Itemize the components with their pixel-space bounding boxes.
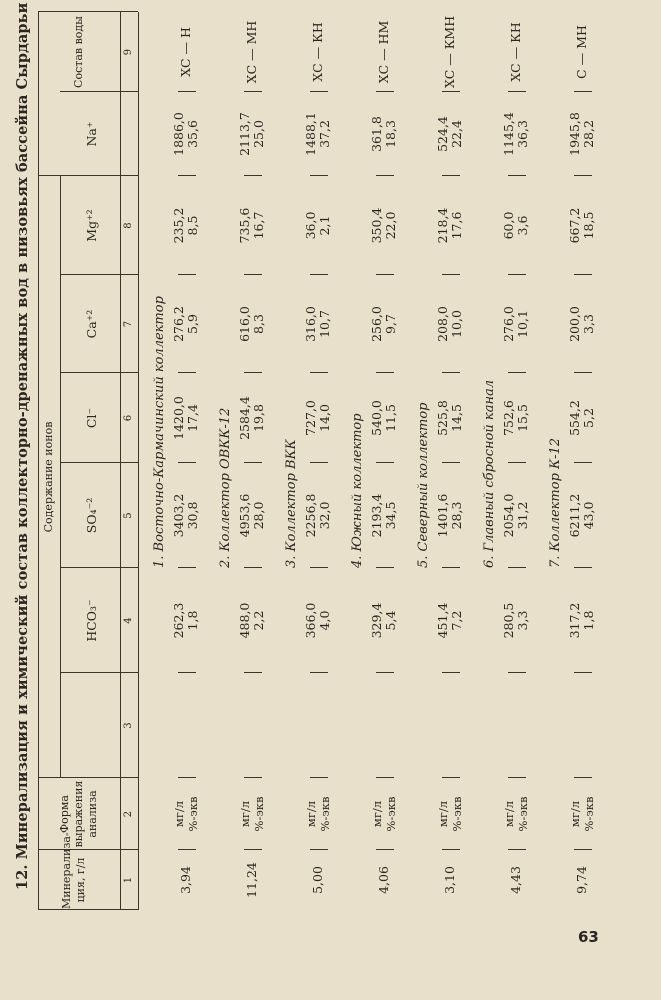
cell-separator: [574, 175, 592, 176]
composition-value: ХС — МН: [244, 20, 259, 84]
value-line: 10,7: [317, 310, 332, 338]
cell-separator: [244, 777, 262, 778]
header-form: Форма выражения анализа: [58, 780, 99, 848]
value-line: 200,0: [567, 306, 582, 342]
units-cell: [304, 778, 332, 850]
value-line: 667,2: [567, 207, 582, 244]
value-cell-hco3: [238, 568, 266, 673]
value-line: 7,2: [449, 610, 464, 631]
header-mg: Mg⁺²: [84, 209, 99, 242]
value-line: 235,2: [171, 207, 186, 244]
value-line: 1145,4: [501, 112, 516, 156]
cell-separator: [310, 274, 328, 275]
value-line: 1,8: [185, 610, 200, 631]
section-title: 6. Главный сбросной канал: [482, 379, 497, 568]
value-line: 2,1: [317, 215, 332, 236]
cell-separator: [244, 274, 262, 275]
units-cell: [238, 778, 266, 850]
value-cell-mg: [568, 176, 596, 275]
cell-separator: [574, 777, 592, 778]
cell-separator: [442, 274, 460, 275]
mineralization-value: 4,06: [376, 866, 391, 894]
cell-separator: [244, 849, 262, 850]
composition-value: ХС — КН: [508, 22, 523, 82]
value-line: 30,8: [185, 501, 200, 530]
value-line: 3,3: [581, 314, 596, 334]
value-cell-ca: [370, 275, 398, 373]
value-line: 5,2: [581, 408, 596, 428]
value-cell-ca: [172, 275, 200, 373]
value-line: 17,6: [449, 211, 464, 240]
unit-line: %-экв: [516, 796, 530, 832]
cell-separator: [574, 567, 592, 568]
value-line: 2054,0: [501, 493, 516, 538]
value-line: 19,8: [251, 404, 266, 432]
cell-separator: [574, 672, 592, 673]
value-line: 14,0: [317, 404, 332, 432]
column-number-6: 6: [123, 414, 134, 422]
value-line: 735,6: [237, 207, 252, 244]
value-cell-na: [172, 92, 200, 176]
composition-value: С — МН: [574, 25, 589, 79]
value-cell-na: [304, 92, 332, 176]
header-composition: Состав воды: [72, 16, 85, 88]
value-line: 37,2: [317, 120, 332, 148]
value-line: 25,0: [251, 120, 266, 148]
value-cell-cl: [370, 373, 398, 463]
header-hco3: HCO₃⁻: [84, 599, 99, 642]
value-line: 2113,7: [237, 112, 252, 156]
value-line: 2193,4: [369, 493, 384, 538]
value-line: 28,0: [251, 501, 266, 530]
table-top-rule: [38, 12, 39, 910]
value-line: 329,4: [369, 602, 384, 639]
units-cell: [502, 778, 530, 850]
header-cl: Cl⁻: [84, 407, 99, 429]
value-line: 280,5: [501, 602, 516, 639]
mineralization-value: 11,24: [244, 862, 259, 898]
header-ions-group: Содержание ионов: [42, 421, 55, 533]
composition-value: ХС — НМ: [376, 20, 391, 84]
value-cell-hco3: [172, 568, 200, 673]
cell-separator: [574, 274, 592, 275]
value-cell-mg: [502, 176, 530, 275]
value-line: 22,0: [383, 211, 398, 240]
value-line: 1401,6: [435, 493, 450, 538]
cell-separator: [178, 777, 196, 778]
cell-separator: [244, 462, 262, 463]
value-line: 15,5: [515, 404, 530, 432]
cell-separator: [178, 462, 196, 463]
value-line: 34,5: [383, 501, 398, 530]
value-line: 8,5: [185, 215, 200, 236]
header-ca: Ca⁺²: [84, 309, 99, 339]
value-line: 9,7: [383, 314, 398, 334]
value-line: 1886,0: [171, 112, 186, 156]
value-cell-so4: [502, 463, 530, 568]
value-line: 752,6: [501, 400, 516, 436]
cell-separator: [574, 372, 592, 373]
column-number-5: 5: [123, 512, 134, 519]
value-line: 10,1: [515, 310, 530, 338]
cell-separator: [310, 777, 328, 778]
value-line: 10,0: [449, 310, 464, 338]
unit-line: %-экв: [186, 796, 200, 832]
cell-separator: [244, 175, 262, 176]
value-cell-cl: [502, 373, 530, 463]
value-cell-hco3: [436, 568, 464, 673]
value-line: 616,0: [237, 306, 252, 342]
value-cell-na: [436, 92, 464, 176]
cell-separator: [244, 672, 262, 673]
value-line: 11,5: [383, 404, 398, 432]
value-line: 3403,2: [171, 493, 186, 538]
cell-separator: [442, 91, 460, 92]
mineralization-value: 9,74: [574, 866, 589, 894]
value-cell-mg: [304, 176, 332, 275]
cell-separator: [376, 567, 394, 568]
section-title: 7. Коллектор К-12: [548, 437, 563, 568]
value-line: 317,2: [567, 602, 582, 639]
value-cell-cl: [436, 373, 464, 463]
value-cell-mg: [370, 176, 398, 275]
value-line: 1945,8: [567, 112, 582, 156]
value-line: 256,0: [369, 306, 384, 342]
section-title: 3. Коллектор ВКК: [284, 439, 299, 568]
number-row-rule: [138, 12, 139, 910]
value-line: 276,0: [501, 306, 516, 342]
value-line: 35,6: [185, 120, 200, 148]
unit-line: %-экв: [252, 796, 266, 832]
cell-separator: [310, 462, 328, 463]
value-cell-cl: [172, 373, 200, 463]
value-cell-so4: [436, 463, 464, 568]
column-number-2: 2: [123, 810, 134, 818]
units-cell: [172, 778, 200, 850]
value-line: 361,8: [369, 116, 384, 152]
cell-separator: [442, 777, 460, 778]
cell-separator: [442, 372, 460, 373]
composition-value: ХС — КН: [310, 22, 325, 82]
value-cell-hco3: [568, 568, 596, 673]
cell-separator: [310, 372, 328, 373]
value-line: 2,2: [251, 610, 266, 631]
cell-separator: [178, 372, 196, 373]
value-line: 36,0: [303, 211, 318, 240]
cell-separator: [442, 672, 460, 673]
value-cell-cl: [238, 373, 266, 463]
value-line: 4,0: [317, 610, 332, 631]
header-so4: SO₄⁻²: [84, 497, 99, 534]
value-cell-so4: [568, 463, 596, 568]
column-number-7: 7: [123, 320, 134, 328]
unit-line: %-экв: [450, 796, 464, 832]
value-line: 525,8: [435, 400, 450, 436]
units-cell: [568, 778, 596, 850]
value-line: 28,2: [581, 120, 596, 148]
cell-separator: [376, 91, 394, 92]
page-number: 63: [578, 928, 599, 946]
mineralization-value: 3,10: [442, 866, 457, 894]
unit-line: %-экв: [384, 796, 398, 832]
value-line: 16,7: [251, 211, 266, 240]
cell-separator: [178, 849, 196, 850]
column-number-9: 9: [123, 48, 134, 56]
value-line: 14,5: [449, 404, 464, 432]
value-cell-ca: [502, 275, 530, 373]
value-line: 43,0: [581, 501, 596, 530]
cell-separator: [178, 567, 196, 568]
cell-separator: [508, 567, 526, 568]
value-line: 32,0: [317, 501, 332, 530]
cell-separator: [310, 175, 328, 176]
unit-line: мг/л: [238, 800, 252, 828]
value-line: 5,9: [185, 314, 200, 334]
value-line: 28,3: [449, 501, 464, 530]
mineralization-value: 4,43: [508, 866, 523, 894]
unit-line: мг/л: [370, 800, 384, 828]
cell-separator: [376, 372, 394, 373]
cell-separator: [310, 849, 328, 850]
value-cell-na: [370, 92, 398, 176]
units-cell: [436, 778, 464, 850]
table-title: 12. Минерализация и химический состав коллекторно-дренажных вод в низовьях бассейна Сырдарьи: [14, 2, 31, 890]
value-line: 8,3: [251, 314, 266, 334]
cell-separator: [376, 672, 394, 673]
cell-separator: [178, 175, 196, 176]
cell-separator: [508, 274, 526, 275]
value-cell-mg: [172, 176, 200, 275]
cell-separator: [310, 567, 328, 568]
value-line: 262,3: [171, 602, 186, 639]
section-title: 5. Северный коллектор: [416, 402, 431, 568]
cell-separator: [442, 462, 460, 463]
cell-separator: [310, 672, 328, 673]
value-cell-cl: [568, 373, 596, 463]
cell-separator: [508, 91, 526, 92]
value-cell-cl: [304, 373, 332, 463]
value-cell-hco3: [502, 568, 530, 673]
cell-separator: [442, 567, 460, 568]
value-cell-so4: [238, 463, 266, 568]
value-line: 17,4: [185, 404, 200, 432]
unit-line: мг/л: [568, 800, 582, 828]
value-cell-hco3: [370, 568, 398, 673]
value-line: 2256,8: [303, 493, 318, 538]
header-bottom-rule: [120, 12, 121, 910]
cell-separator: [376, 462, 394, 463]
cell-separator: [508, 672, 526, 673]
cell-separator: [376, 849, 394, 850]
cell-separator: [442, 175, 460, 176]
value-cell-na: [568, 92, 596, 176]
value-line: 3,3: [515, 610, 530, 631]
cell-separator: [574, 91, 592, 92]
value-line: 1488,1: [303, 112, 318, 156]
mineralization-value: 3,94: [178, 866, 193, 894]
value-line: 350,4: [369, 207, 384, 244]
cell-separator: [442, 849, 460, 850]
value-line: 276,2: [171, 306, 186, 342]
value-line: 6211,2: [567, 493, 582, 538]
section-title: 1. Восточно-Кармачинский коллектор: [152, 296, 167, 568]
unit-line: мг/л: [436, 800, 450, 828]
unit-line: %-экв: [318, 796, 332, 832]
value-line: 727,0: [303, 400, 318, 436]
cell-separator: [508, 777, 526, 778]
value-line: 60,0: [501, 211, 516, 240]
cell-separator: [244, 372, 262, 373]
composition-value: ХС — Н: [178, 27, 193, 77]
value-line: 2584,4: [237, 396, 252, 440]
value-line: 218,4: [435, 207, 450, 244]
cell-separator: [244, 567, 262, 568]
value-cell-ca: [238, 275, 266, 373]
value-line: 31,2: [515, 501, 530, 530]
cell-separator: [178, 274, 196, 275]
value-cell-hco3: [304, 568, 332, 673]
cell-separator: [376, 274, 394, 275]
cell-separator: [310, 91, 328, 92]
units-cell: [370, 778, 398, 850]
value-cell-ca: [568, 275, 596, 373]
column-number-4: 4: [123, 617, 134, 624]
cell-separator: [376, 175, 394, 176]
value-line: 22,4: [449, 120, 464, 148]
section-title: 2. Коллектор ОВКК-12: [218, 407, 233, 568]
value-line: 18,5: [581, 211, 596, 240]
cell-separator: [178, 672, 196, 673]
cell-separator: [508, 462, 526, 463]
value-cell-na: [238, 92, 266, 176]
value-cell-ca: [436, 275, 464, 373]
value-line: 524,4: [435, 116, 450, 152]
value-line: 36,3: [515, 120, 530, 148]
value-line: 1,8: [581, 610, 596, 631]
value-line: 4953,6: [237, 493, 252, 538]
value-line: 1420,0: [171, 396, 186, 440]
value-line: 208,0: [435, 306, 450, 342]
value-cell-mg: [436, 176, 464, 275]
value-line: 366,0: [303, 602, 318, 639]
cell-separator: [508, 175, 526, 176]
value-cell-ca: [304, 275, 332, 373]
value-line: 451,4: [435, 602, 450, 639]
column-number-3: 3: [123, 722, 134, 729]
value-cell-mg: [238, 176, 266, 275]
cell-separator: [376, 777, 394, 778]
cell-separator: [244, 91, 262, 92]
unit-line: мг/л: [502, 800, 516, 828]
value-line: 5,4: [383, 610, 398, 631]
value-line: 488,0: [237, 602, 252, 639]
value-cell-na: [502, 92, 530, 176]
value-line: 540,0: [369, 400, 384, 436]
unit-line: %-экв: [582, 796, 596, 832]
value-cell-so4: [304, 463, 332, 568]
value-line: 3,6: [515, 215, 530, 236]
cell-separator: [178, 91, 196, 92]
unit-line: мг/л: [304, 800, 318, 828]
column-number-1: 1: [123, 876, 134, 884]
ions-group-rule: [60, 176, 61, 778]
value-cell-so4: [172, 463, 200, 568]
value-cell-so4: [370, 463, 398, 568]
cell-separator: [574, 849, 592, 850]
value-line: 554,2: [567, 400, 582, 436]
value-line: 316,0: [303, 306, 318, 342]
unit-line: мг/л: [172, 800, 186, 828]
value-line: 18,3: [383, 120, 398, 148]
header-mineralization: Минерализа- ция, г/л: [60, 832, 87, 909]
cell-separator: [508, 372, 526, 373]
mineralization-value: 5,00: [310, 866, 325, 894]
header-na: Na⁺: [84, 121, 99, 147]
cell-separator: [508, 849, 526, 850]
composition-value: ХС — КМН: [442, 15, 457, 89]
cell-separator: [574, 462, 592, 463]
column-number-8: 8: [123, 222, 134, 229]
section-title: 4. Южный коллектор: [350, 413, 365, 568]
